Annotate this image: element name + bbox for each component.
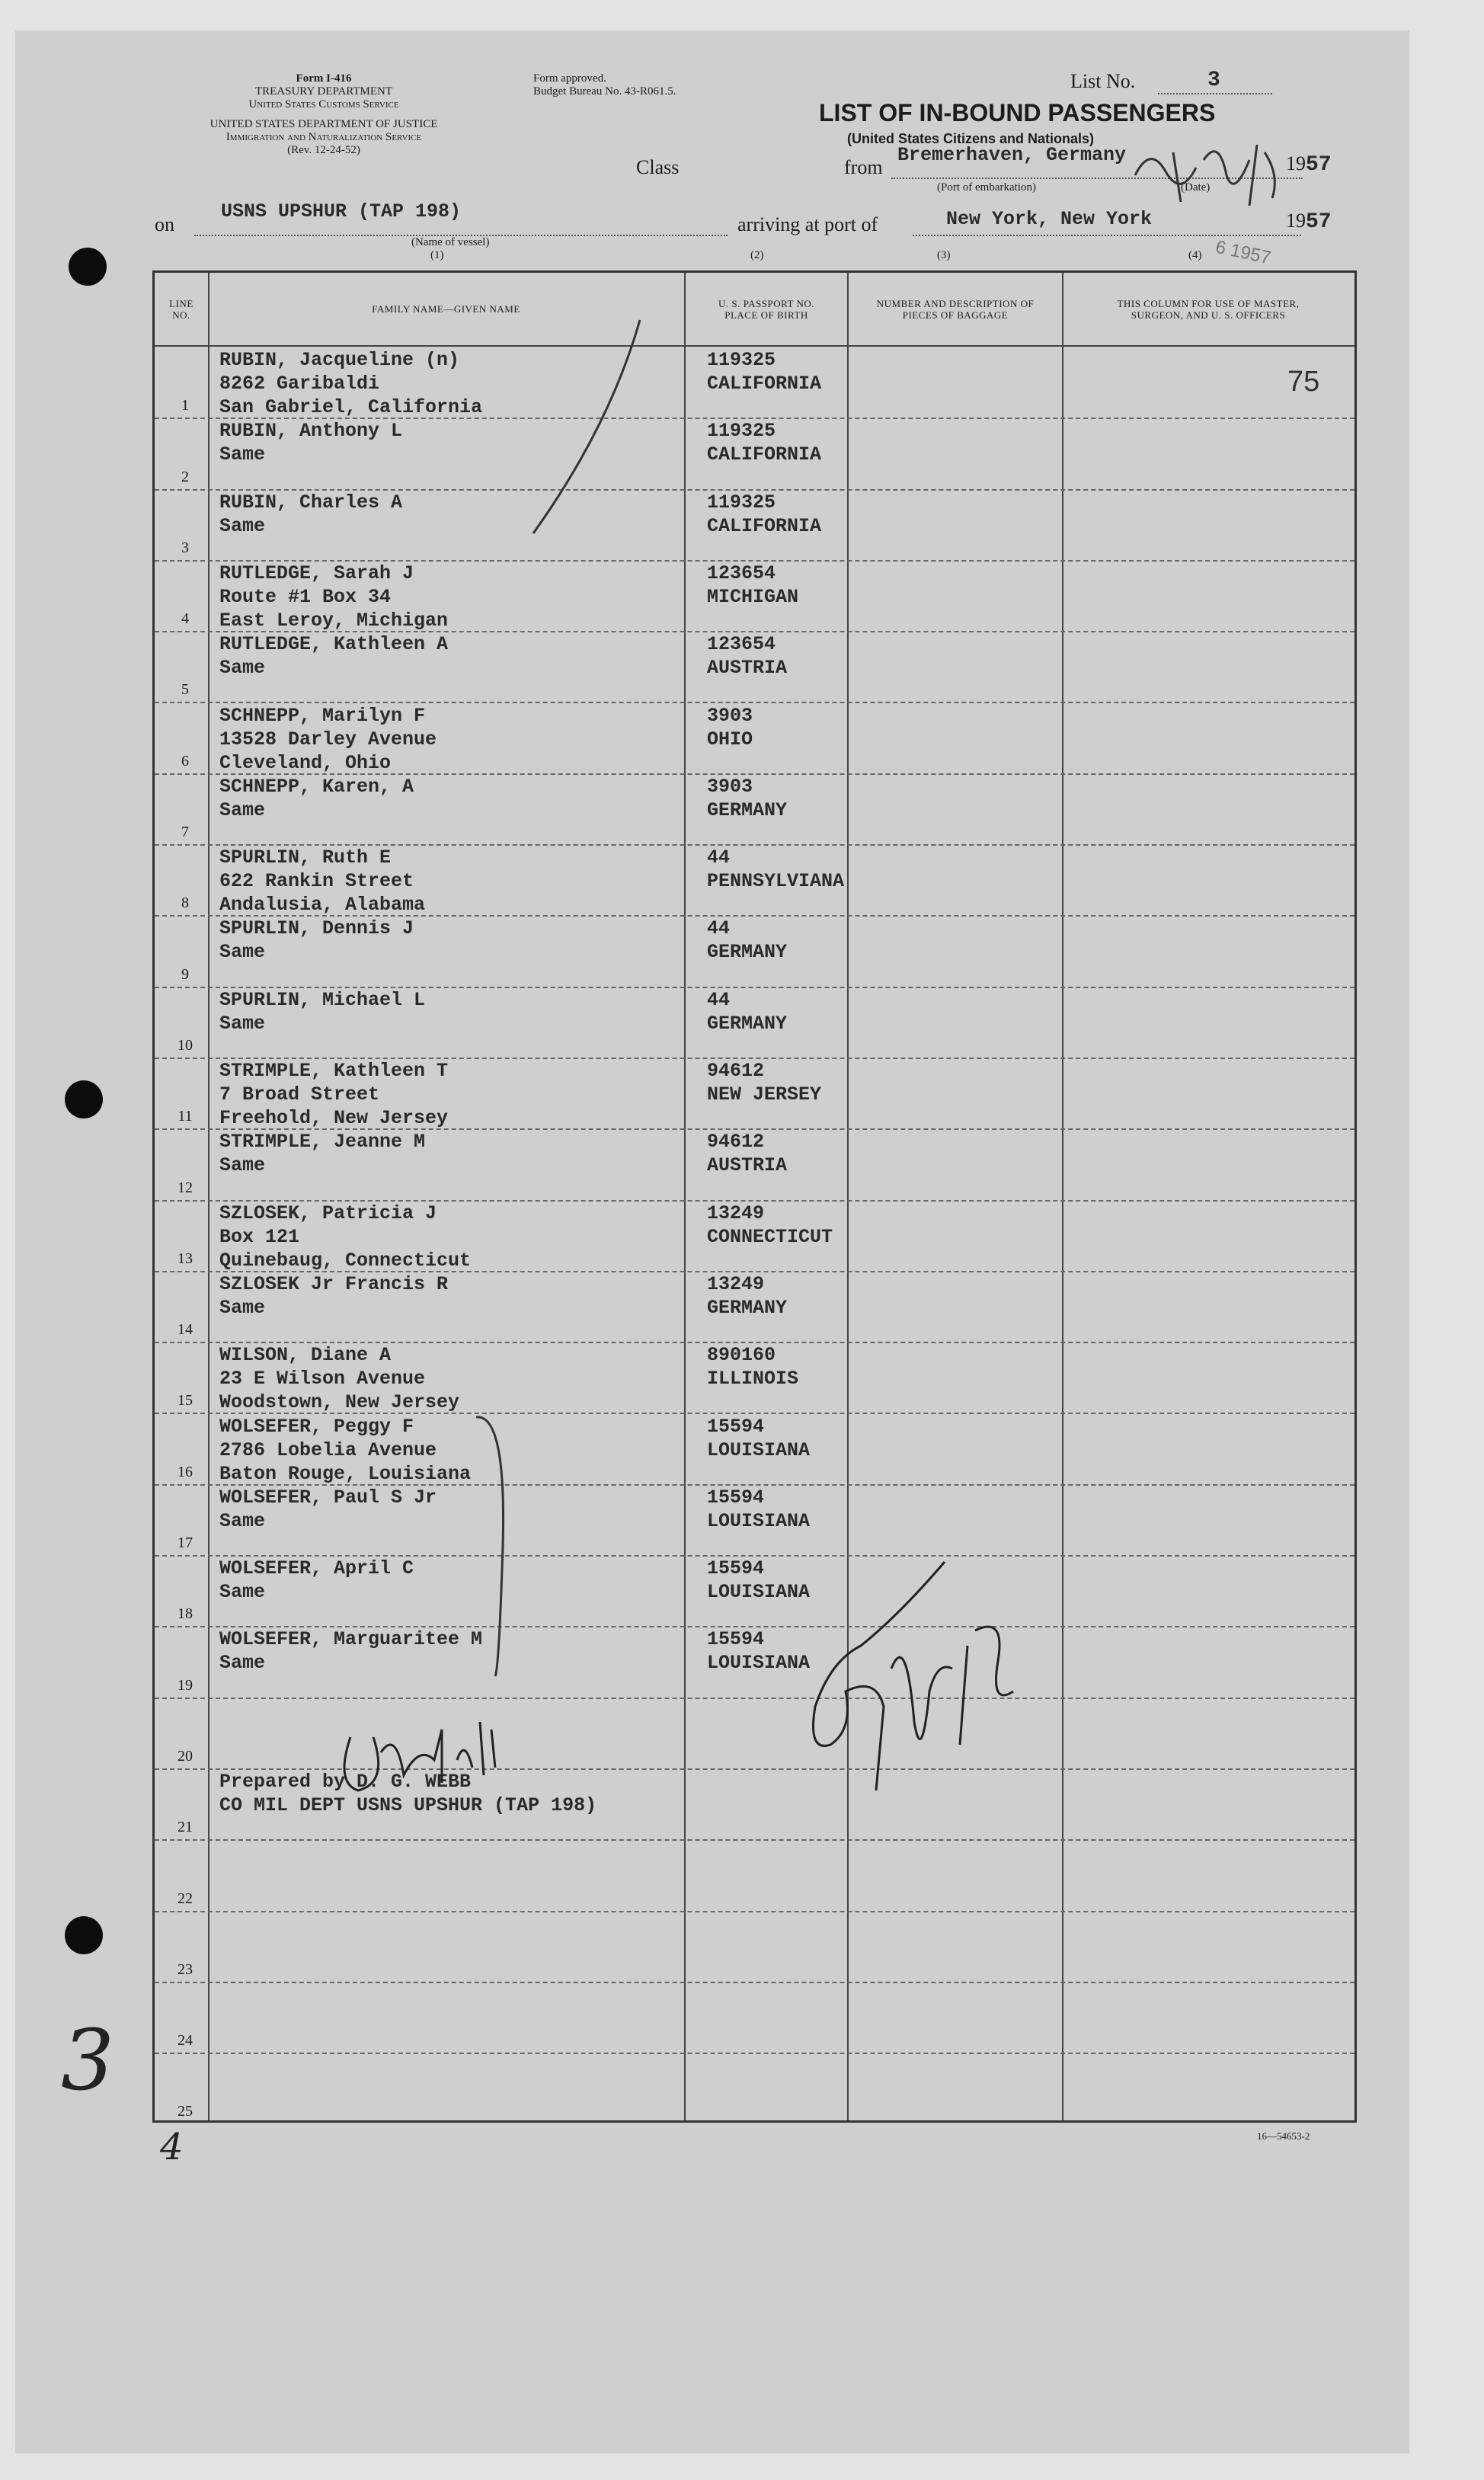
line-number: 1	[181, 397, 189, 414]
name-line: Same	[219, 941, 266, 964]
passport-line: GERMANY	[707, 1012, 788, 1035]
line-number: 24	[178, 2032, 193, 2050]
name-line: SCHNEPP, Karen, A	[219, 775, 414, 798]
passenger-name-cell	[219, 1486, 437, 1533]
justice-department: UNITED STATES DEPARTMENT OF JUSTICE	[209, 118, 438, 130]
passport-cell	[707, 1202, 833, 1249]
passport-cell	[707, 348, 821, 395]
passport-line: 44	[707, 846, 731, 869]
passport-line: 15594	[707, 1628, 765, 1651]
approval-block	[533, 72, 676, 98]
header-passport	[686, 273, 847, 345]
table-row	[155, 1271, 1354, 1342]
binder-hole-middle	[65, 1080, 103, 1118]
ins-service: Immigration and Naturalization Service	[225, 131, 422, 143]
line-number: 3	[181, 539, 189, 556]
name-line: Box 121	[219, 1225, 300, 1248]
print-code: 16—54653-2	[1257, 2130, 1310, 2142]
passenger-table	[152, 270, 1357, 2123]
year-label-2	[1286, 210, 1332, 234]
name-line: STRIMPLE, Kathleen T	[219, 1060, 449, 1082]
year-prefix-1: 19	[1286, 152, 1306, 174]
passport-line: 15594	[707, 1415, 765, 1438]
budget-bureau: Budget Bureau No. 43-R061.5.	[533, 85, 676, 98]
table-row	[155, 844, 1354, 915]
passenger-name-cell	[219, 1202, 471, 1272]
passport-line: AUSTRIA	[707, 657, 788, 680]
name-line: Same	[219, 657, 266, 680]
passport-cell	[707, 419, 821, 466]
name-line: SPURLIN, Dennis J	[219, 917, 414, 940]
passport-cell	[707, 1343, 798, 1390]
date-stamp: 6 1957	[1214, 236, 1273, 269]
passport-line: GERMANY	[707, 1296, 788, 1319]
passenger-name-cell	[219, 917, 414, 964]
name-line: Quinebaug, Connecticut	[219, 1249, 472, 1272]
line-number: 13	[178, 1250, 193, 1267]
passport-line: ILLINOIS	[707, 1368, 799, 1390]
line-number: 21	[178, 1819, 193, 1836]
passport-line: 44	[707, 917, 731, 940]
passenger-name-cell	[219, 1627, 482, 1675]
name-line: Same	[219, 1012, 266, 1035]
name-line: 8262 Garibaldi	[219, 373, 380, 395]
name-line: East Leroy, Michigan	[219, 609, 449, 632]
header-line-no-text: LINE NO.	[169, 297, 193, 321]
header-officers	[1063, 273, 1353, 345]
passport-line: 123654	[707, 562, 776, 584]
passport-line: PENNSYLVIANA	[707, 870, 845, 893]
header-passport-text: U. S. PASSPORT NO. PLACE OF BIRTH	[718, 297, 814, 321]
line-number: 2	[181, 468, 189, 485]
table-row	[155, 347, 1354, 418]
revision-date: (Rev. 12-24-52)	[287, 144, 360, 156]
line-number: 16	[178, 1463, 193, 1480]
table-row	[155, 773, 1354, 844]
passport-line: LOUISIANA	[707, 1438, 811, 1461]
passenger-name-cell	[219, 1130, 425, 1177]
passport-cell	[707, 917, 787, 964]
handwritten-date-scribble	[1127, 130, 1295, 213]
document-title: LIST OF IN-BOUND PASSENGERS	[819, 99, 1216, 126]
list-no-value: 3	[1207, 69, 1220, 92]
passport-line: CALIFORNIA	[707, 514, 822, 537]
margin-mark-3: 3	[61, 2011, 114, 2109]
name-line: CO MIL DEPT USNS UPSHUR (TAP 198)	[219, 1794, 597, 1816]
line-number: 6	[181, 752, 189, 770]
passport-line: CALIFORNIA	[707, 443, 822, 466]
passenger-name-cell	[219, 775, 414, 822]
line-number: 14	[178, 1321, 193, 1339]
name-line: 2786 Lobelia Avenue	[219, 1438, 437, 1461]
name-line: 7 Broad Street	[219, 1083, 380, 1106]
on-label: on	[155, 213, 174, 235]
column-number-3: (3)	[937, 249, 951, 261]
treasury-department: TREASURY DEPARTMENT	[254, 85, 393, 98]
line-number: 19	[178, 1676, 193, 1694]
port-of-arrival: New York, New York	[946, 208, 1153, 230]
passenger-name-cell	[219, 988, 425, 1035]
year-value-2: 57	[1306, 210, 1332, 234]
table-row	[155, 1128, 1354, 1199]
name-line: San Gabriel, California	[219, 396, 483, 418]
passenger-name-cell	[219, 1343, 459, 1414]
line-number: 7	[181, 824, 189, 841]
name-line: SCHNEPP, Marilyn F	[219, 704, 426, 727]
name-line: Andalusia, Alabama	[219, 894, 426, 917]
table-row	[155, 1555, 1354, 1626]
header-line-no	[155, 273, 208, 345]
name-line: Baton Rouge, Louisiana	[219, 1462, 472, 1485]
passport-line: NEW JERSEY	[707, 1083, 822, 1106]
form-id-block	[152, 72, 495, 111]
table-row	[155, 631, 1354, 702]
passport-line: LOUISIANA	[707, 1509, 811, 1532]
name-line: Freehold, New Jersey	[219, 1107, 449, 1129]
line-number: 23	[178, 1960, 193, 1978]
passenger-name-cell	[219, 704, 437, 775]
customs-service: United States Customs Service	[248, 98, 399, 110]
name-line: WOLSEFER, Peggy F	[219, 1415, 414, 1438]
header-baggage	[849, 273, 1062, 345]
passport-cell	[707, 632, 787, 680]
passport-cell	[707, 1415, 810, 1462]
name-line: Same	[219, 1296, 266, 1319]
passenger-name-cell	[219, 1059, 448, 1130]
table-row	[155, 702, 1354, 773]
list-no-label: List No.	[1070, 70, 1136, 92]
name-line: RUBIN, Anthony L	[219, 420, 403, 443]
name-line: Same	[219, 1509, 266, 1532]
table-row	[155, 987, 1354, 1058]
name-line: SZLOSEK Jr Francis R	[219, 1272, 449, 1295]
name-line: SPURLIN, Michael L	[219, 988, 426, 1011]
document-subtitle: (United States Citizens and Nationals)	[847, 131, 1095, 146]
passport-line: 94612	[707, 1131, 765, 1154]
passport-line: 3903	[707, 775, 753, 798]
passport-line: 15594	[707, 1486, 765, 1509]
name-line: Same	[219, 443, 266, 466]
table-row	[155, 1982, 1354, 2053]
passenger-name-cell	[219, 632, 448, 680]
passport-line: CALIFORNIA	[707, 373, 822, 395]
header-family-name-text: FAMILY NAME—GIVEN NAME	[372, 303, 520, 315]
vessel-caption: (Name of vessel)	[411, 236, 490, 248]
name-line: 13528 Darley Avenue	[219, 728, 437, 750]
name-line: Same	[219, 798, 266, 821]
passenger-name-cell	[219, 1272, 448, 1320]
table-row	[155, 418, 1354, 488]
column-number-4: (4)	[1188, 249, 1202, 261]
name-line: SZLOSEK, Patricia J	[219, 1202, 437, 1224]
line-number: 11	[178, 1108, 193, 1125]
passenger-name-cell	[219, 491, 402, 538]
list-no-underline	[1158, 93, 1272, 94]
passport-line: 119325	[707, 491, 776, 514]
binder-hole-top	[69, 248, 107, 286]
line-number: 10	[178, 1036, 193, 1054]
passenger-name-cell	[219, 348, 482, 419]
line-number: 25	[178, 2103, 193, 2120]
passport-cell	[707, 1486, 810, 1533]
name-line: WOLSEFER, April C	[219, 1557, 414, 1580]
passport-line: 44	[707, 988, 731, 1011]
passport-line: 119325	[707, 349, 776, 371]
name-line: 622 Rankin Street	[219, 870, 414, 893]
passport-cell	[707, 846, 844, 893]
header-baggage-text: NUMBER AND DESCRIPTION OF PIECES OF BAGGAGE	[876, 297, 1035, 321]
vessel-name: USNS UPSHUR (TAP 198)	[221, 200, 462, 222]
justice-block	[145, 118, 503, 157]
passport-cell	[707, 1130, 787, 1177]
name-line: Same	[219, 1581, 266, 1604]
passport-line: 890160	[707, 1344, 776, 1367]
passport-line: LOUISIANA	[707, 1581, 811, 1604]
name-line: Same	[219, 1652, 266, 1675]
line-number: 15	[178, 1392, 193, 1410]
line-number: 20	[178, 1747, 193, 1765]
column-number-2: (2)	[750, 249, 764, 261]
passenger-name-cell	[219, 1415, 471, 1486]
bracket-mark	[469, 1410, 514, 1684]
table-row	[155, 915, 1354, 986]
table-row	[155, 1911, 1354, 1982]
passport-cell	[707, 988, 787, 1035]
table-row	[155, 1058, 1354, 1128]
passenger-name-cell	[219, 562, 448, 632]
date-caption: (Date)	[1181, 181, 1211, 194]
officer-signature	[785, 1554, 1036, 1806]
margin-mark-4: 4	[160, 2126, 184, 2168]
passport-cell	[707, 1059, 821, 1106]
passport-cell	[707, 562, 798, 609]
table-row	[155, 1200, 1354, 1271]
name-line: Woodstown, New Jersey	[219, 1391, 460, 1414]
line-number: 22	[178, 1890, 193, 1907]
line-number: 9	[181, 965, 189, 983]
line-number: 18	[178, 1605, 193, 1623]
name-line: SPURLIN, Ruth E	[219, 846, 392, 869]
table-row	[155, 2053, 1354, 2123]
passport-cell	[707, 704, 753, 751]
line-number: 12	[178, 1179, 193, 1196]
binder-hole-bottom	[65, 1916, 103, 1954]
port-of-embarkation: Bremerhaven, Germany	[897, 144, 1127, 166]
name-line: RUTLEDGE, Kathleen A	[219, 633, 449, 656]
year-value-1: 57	[1306, 153, 1332, 177]
name-line: 23 E Wilson Avenue	[219, 1368, 426, 1390]
passenger-name-cell	[219, 1557, 414, 1604]
column-number-1: (1)	[430, 249, 444, 261]
table-row	[155, 1413, 1354, 1484]
passport-cell	[707, 491, 821, 538]
arrival-underline	[913, 235, 1301, 236]
line-number: 17	[178, 1534, 193, 1552]
line-number: 5	[181, 681, 189, 699]
passport-line: 94612	[707, 1060, 765, 1082]
table-row	[155, 560, 1354, 631]
passport-line: GERMANY	[707, 941, 788, 964]
passport-line: 3903	[707, 704, 753, 727]
passport-line: MICHIGAN	[707, 585, 799, 608]
passport-cell	[707, 1272, 787, 1320]
table-row	[155, 1342, 1354, 1413]
name-line: RUTLEDGE, Sarah J	[219, 562, 414, 584]
line-number: 4	[181, 610, 189, 628]
passport-line: GERMANY	[707, 798, 788, 821]
passport-line: 119325	[707, 420, 776, 443]
name-line: Same	[219, 514, 266, 537]
class-label: Class	[636, 156, 680, 178]
passenger-name-cell	[219, 419, 402, 466]
name-line: STRIMPLE, Jeanne M	[219, 1131, 426, 1154]
name-line: WILSON, Diane A	[219, 1344, 392, 1367]
year-prefix-2: 19	[1286, 210, 1306, 232]
form-number: Form I-416	[296, 72, 352, 85]
name-line: RUBIN, Jacqueline (n)	[219, 349, 460, 371]
name-line: Cleveland, Ohio	[219, 751, 392, 774]
header-officers-text: THIS COLUMN FOR USE OF MASTER, SURGEON, AND U. S. OFFICERS	[1117, 297, 1300, 321]
name-line: Prepared by D. G. WEBB	[219, 1771, 472, 1793]
name-line: RUBIN, Charles A	[219, 491, 403, 514]
table-row	[155, 1484, 1354, 1555]
port-caption: (Port of embarkation)	[937, 181, 1036, 194]
passport-line: 123654	[707, 633, 776, 656]
passport-line: LOUISIANA	[707, 1652, 811, 1675]
name-line: Same	[219, 1154, 266, 1177]
passport-line: 13249	[707, 1272, 765, 1295]
name-line: WOLSEFER, Marguaritee M	[219, 1628, 483, 1651]
from-label: from	[844, 156, 883, 178]
passport-line: AUSTRIA	[707, 1154, 788, 1177]
name-line: WOLSEFER, Paul S Jr	[219, 1486, 437, 1509]
passenger-name-cell	[219, 846, 425, 917]
passport-line: CONNECTICUT	[707, 1225, 833, 1248]
passport-line: 13249	[707, 1202, 765, 1224]
table-row	[155, 1626, 1354, 1697]
officer-note: 75	[1287, 366, 1320, 398]
passport-cell	[707, 775, 787, 822]
table-row	[155, 1839, 1354, 1910]
line-number: 8	[181, 894, 189, 912]
table-row	[155, 489, 1354, 560]
preparer-signature	[328, 1714, 510, 1806]
passport-line: OHIO	[707, 728, 753, 750]
name-line: Route #1 Box 34	[219, 585, 392, 608]
arriving-label: arriving at port of	[737, 213, 878, 235]
passport-line: 15594	[707, 1557, 765, 1580]
check-mark-stroke	[518, 312, 655, 541]
form-approved: Form approved.	[533, 72, 606, 85]
